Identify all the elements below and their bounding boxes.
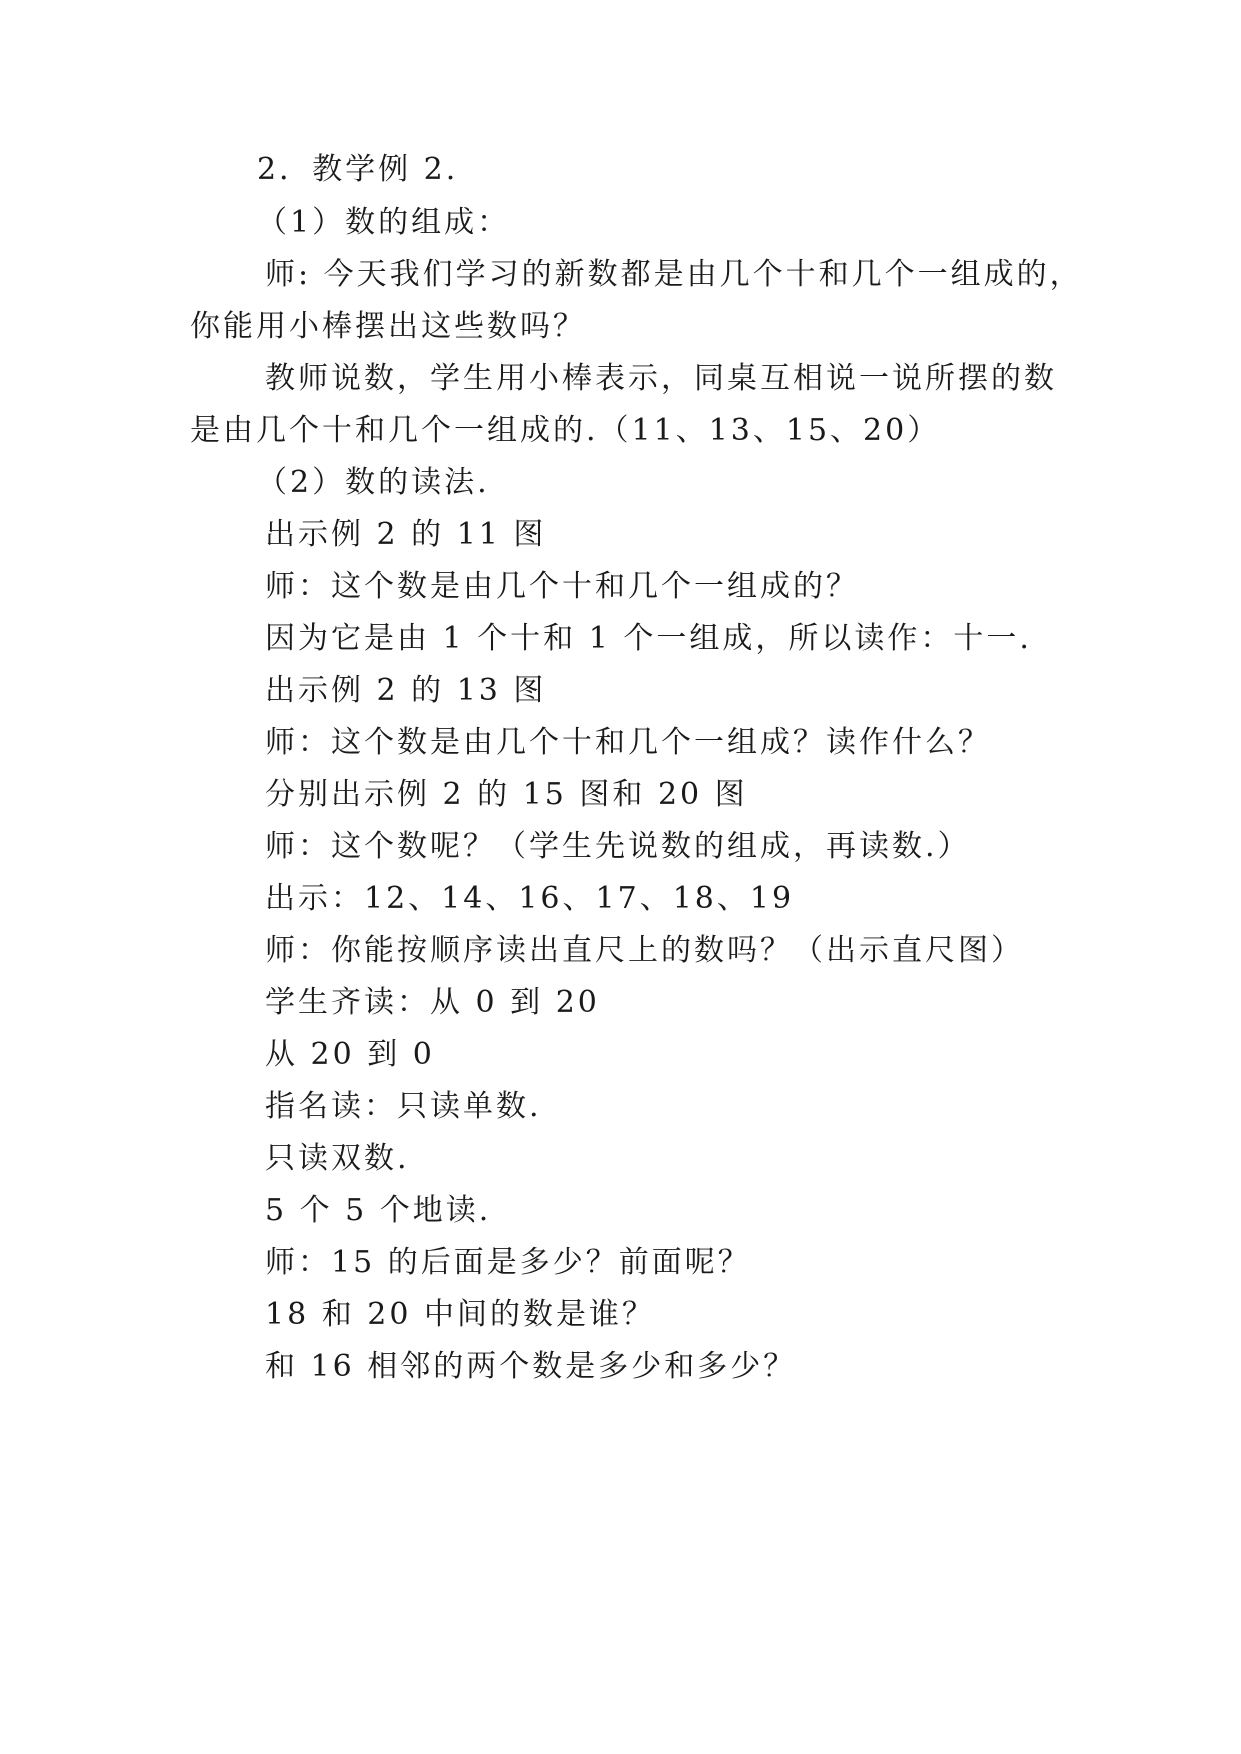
paragraph-line: 指名读：只读单数. (265, 1089, 542, 1124)
paragraph-line: 5 个 5 个地读. (265, 1193, 492, 1228)
paragraph-line: 师：15 的后面是多少？前面呢？ (265, 1245, 751, 1280)
paragraph-line: 出示例 2 的 11 图 (265, 517, 547, 552)
paragraph-line: 教师说数，学生用小棒表示，同桌互相说一说所摆的数 (265, 361, 1057, 396)
paragraph-line: 分别出示例 2 的 15 图和 20 图 (265, 777, 748, 812)
paragraph-line: 是由几个十和几个一组成的.（11、13、15、20） (190, 413, 941, 448)
paragraph-line: 和 16 相邻的两个数是多少和多少？ (265, 1349, 797, 1384)
subheading-number-composition: （1）数的组成： (257, 205, 511, 240)
paragraph-line: 18 和 20 中间的数是谁？ (265, 1297, 655, 1332)
paragraph-line: 你能用小棒摆出这些数吗？ (190, 309, 586, 344)
paragraph-line: 师: 今天我们学习的新数都是由几个十和几个一组成的， (265, 257, 1083, 292)
paragraph-line: 师：你能按顺序读出直尺上的数吗？（出示直尺图） (265, 933, 1024, 968)
paragraph-line: 师：这个数呢？（学生先说数的组成，再读数.） (265, 829, 971, 864)
paragraph-line: 学生齐读：从 0 到 20 (265, 985, 600, 1020)
paragraph-line: 因为它是由 1 个十和 1 个一组成，所以读作：十一. (265, 621, 1032, 656)
paragraph-line: 从 20 到 0 (265, 1037, 435, 1072)
subheading-number-reading: （2）数的读法. (257, 465, 490, 500)
section-heading-example-2: 2．教学例 2. (257, 152, 459, 187)
paragraph-line: 只读双数. (265, 1141, 410, 1176)
paragraph-line: 师：这个数是由几个十和几个一组成的？ (265, 569, 859, 604)
paragraph-line: 师：这个数是由几个十和几个一组成？读作什么？ (265, 725, 991, 760)
paragraph-line: 出示：12、14、16、17、18、19 (265, 881, 795, 916)
paragraph-line: 出示例 2 的 13 图 (265, 673, 547, 708)
